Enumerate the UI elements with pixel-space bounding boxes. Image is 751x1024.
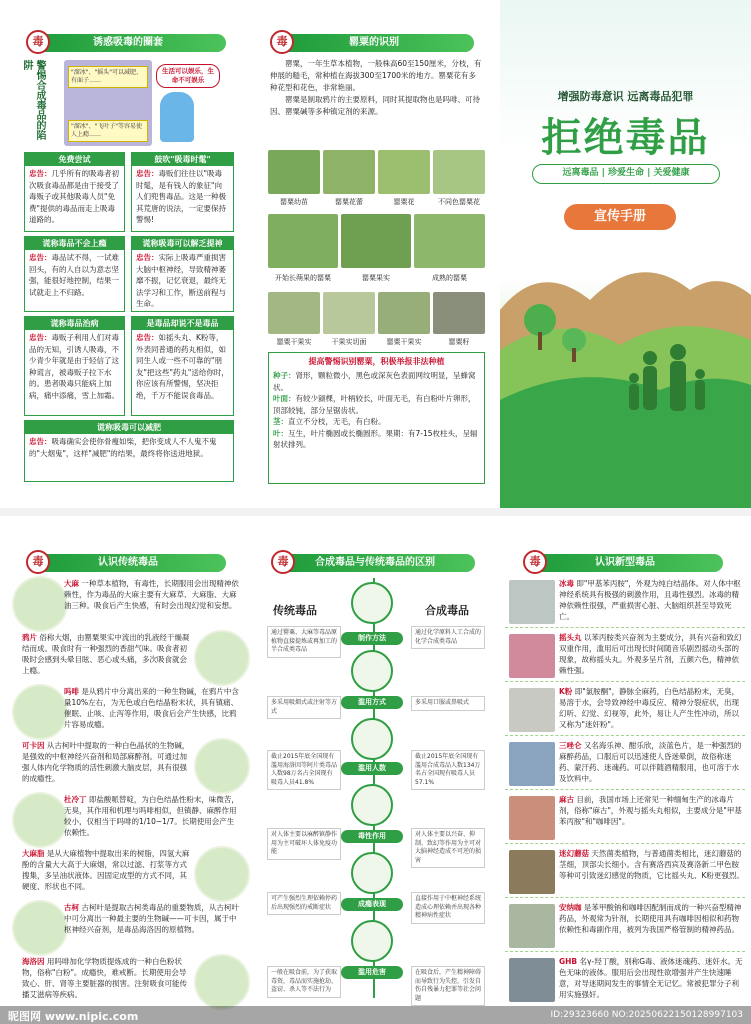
new-drug-image	[509, 580, 555, 624]
trait-text: 直立不分枝，无毛，有白粉。	[288, 417, 386, 426]
poppy-alert: 提高警惕识别罂粟，积极举报非法种植	[308, 357, 445, 366]
new-drug-name: 冰毒	[559, 579, 574, 588]
poppy-photo	[341, 214, 411, 268]
poppy-caption: 干果实切面	[331, 338, 367, 346]
lure-card	[131, 236, 234, 312]
poppy-photo	[414, 214, 485, 268]
poppy-caption: 开始长蒴果的罂粟	[275, 274, 331, 282]
compare-tag: 毒性作用	[341, 830, 403, 843]
compare-left-text: 一般在吸食前，为了获取毒资，毒品而实施抢劫、盗窃、杀人等不法行为	[267, 966, 341, 998]
new-drug-name: 安纳咖	[559, 903, 582, 912]
poppy-photo	[433, 150, 485, 194]
lure-card-text: 毒贩们往往以"吸毒时髦，是有钱人的象征"向人们兜售毒品。这是一种极其荒唐的说法，一定要保持警惕!	[136, 169, 226, 224]
compare-tag: 滥用危害	[341, 966, 403, 979]
poppy-caption: 罂粟籽	[448, 338, 470, 346]
trait-text: 肾形，颗粒微小，黑色或深灰色表面网纹明显，呈蜂窝状。	[273, 371, 476, 392]
new-drug-row	[505, 630, 745, 682]
compare-icon	[351, 920, 393, 962]
compare-icon	[351, 582, 393, 624]
compare-left-text: 通过罂粟、大麻等毒品原植物直接提炼或再加工的半合成类毒品	[267, 626, 341, 658]
drug-name: 杜冷丁	[64, 795, 87, 804]
traditional-header-text: 认识传统毒品	[98, 557, 158, 568]
poppy-photo	[268, 150, 320, 194]
lure-card-title: 谎称吸毒可以解乏提神	[132, 237, 233, 250]
bubble-red: 生活可以娱乐，生命不可娱乐	[156, 64, 220, 88]
lure-card	[131, 152, 234, 232]
anti-drug-logo-icon: 毒	[270, 30, 294, 54]
compare-right-text: 多采用口服或鼻吸式	[411, 696, 485, 711]
lure-card-label: 忠告：	[136, 253, 159, 262]
compare-icon	[351, 784, 393, 826]
lure-card-label: 忠告：	[29, 253, 52, 262]
compare-right-text: 在吸食后，产生精神障碍而导致行为失控，引发自伤自残暴力犯罪等社会问题	[411, 966, 485, 1006]
lure-card	[24, 236, 125, 312]
drug-image	[194, 738, 250, 794]
cover-landscape	[500, 240, 751, 508]
poppy-photo	[433, 292, 485, 334]
drug-image	[12, 576, 68, 632]
drug-text: 从古柯叶中提取的一种白色晶状的生物碱，是强效的中枢神经兴奋剂和局部麻醉剂。可通过加强人体内化学物质的活性刺激大脑皮层，具有很强的成瘾性。	[22, 741, 190, 783]
anti-drug-logo-icon: 毒	[26, 30, 50, 54]
compare-icon	[351, 718, 393, 760]
compare-left-text: 可产生强烈生理依赖停药后出现强烈的戒断症状	[267, 892, 341, 915]
drug-row	[0, 954, 240, 1008]
lure-card-text: 实际上吸毒严重损害大脑中枢神经，导致精神萎靡不振，记忆衰退，最终无法学习和工作，断送前程与生命。	[136, 253, 226, 308]
drug-row	[0, 738, 240, 792]
trait-name: 叶：	[273, 428, 288, 438]
traditional-panel	[0, 516, 250, 1024]
drug-name: 大麻	[64, 579, 79, 588]
drug-row	[0, 846, 240, 900]
poppy-photo	[268, 292, 320, 334]
new-drug-row	[505, 576, 745, 628]
lure-card-label: 忠告：	[29, 333, 52, 342]
new-drug-image	[509, 688, 555, 732]
new-drug-text: 即"氯胺酮"，静脉全麻药，白色结晶粉末，无臭，易溶于水，会导致神经中毒反应、精神分裂症状，出现幻听、幻觉、幻视等，此外，易让人产生性冲动，所以又称为"迷奸粉"。	[559, 687, 740, 729]
lure-section-header	[30, 34, 226, 52]
new-drug-text: 即"甲基苯丙胺"，外观为纯白结晶体。对人体中枢神经系统具有极强的刺激作用，且毒性强烈。冰毒的精神依赖性很强，严重损害心脏、大脑组织甚至导致死亡。	[559, 579, 741, 621]
lure-vertical-title: 警惕合成毒品的陷阱	[21, 60, 45, 140]
new-drug-text: 又名海乐神、酣乐欣，淡蓝色片，是一种强烈的麻醉药品，口服后可以迅速使人昏迷晕倒，故俗称迷药、蒙汗药、迷魂药。可以伴随酒精服用，也可溶于水及饮料中。	[559, 741, 742, 783]
new-drugs-section-header	[527, 554, 723, 572]
new-drug-name: 迷幻蘑菇	[559, 849, 589, 858]
bubble-bottom: "溜冰"、"飞叶子"等容易使人上瘾……	[68, 120, 148, 142]
cover-title: 拒绝毒品	[541, 115, 710, 161]
drug-image	[12, 900, 68, 956]
poppy-caption: 罂粟干果实	[386, 338, 422, 346]
poppy-caption: 罂粟花蕾	[335, 198, 363, 206]
trait-name: 叶面：	[273, 394, 296, 403]
compare-section-header	[275, 554, 475, 572]
poppy-section-header	[274, 34, 474, 52]
lure-card-text: 吸毒确实会使你骨瘦如柴，把你变成人不人鬼不鬼的"大烟鬼"，这样"减肥"的结果，最终将你送进地狱。	[29, 437, 217, 458]
compare-left-title: 传统毒品	[273, 604, 317, 617]
compare-right-text: 截止2015年底全国现有滥用合成毒品人数134万名占全国现有吸毒人员57.1%	[411, 750, 485, 790]
poppy-intro-p2: 罂粟是制取鸦片的主要原料，同时其提取物也是吗啡、可待因、罂粟碱等多种镇定剂的来源。	[270, 95, 480, 116]
new-drug-text: 天然菌类植物，与普通菌类相比，迷幻蘑菇的茎细，顶部尖长细小。含有赛洛西宾及赛洛新二甲色胺等种可引致迷幻感觉的物质，它比摇头丸、K粉更强烈。	[559, 849, 744, 880]
lure-card	[24, 420, 234, 482]
new-drug-text: 名γ-羟丁酸，别称G毒、液体迷魂药、迷奸水。无色无味的液体。服用后会出现性欲增强并产生快速睡意，对导迷期间发生的事情全无记忆。常被犯罪分子利用实施强奸。	[559, 957, 743, 999]
sheet-gap	[0, 508, 751, 516]
compare-icon	[351, 852, 393, 894]
new-drug-image	[509, 634, 555, 678]
compare-panel	[255, 516, 495, 1024]
drug-row	[0, 576, 240, 630]
drug-row	[0, 900, 240, 954]
cover-slogan: 增强防毒意识 远离毒品犯罪	[557, 90, 694, 103]
compare-tag: 制作方法	[341, 632, 403, 645]
lure-card-title: 谎称毒品不会上瘾	[25, 237, 124, 250]
drug-text: 用吗啡加化学物质提炼成的一种白色粉状物，俗称"白粉"。成瘾快，难戒断。长期使用会导致心、肝、肾等主要脏器的损害。注射吸食可能传播艾滋病等疾病。	[22, 957, 187, 999]
lure-card-label: 忠告：	[136, 169, 159, 178]
anti-drug-logo-icon: 毒	[271, 550, 295, 574]
drug-row	[0, 630, 240, 684]
tree-icon	[524, 304, 556, 336]
compare-right-text: 直接作用于中枢神经系统造成心理依赖并出现各种精神病性症状	[411, 892, 485, 924]
drug-image	[194, 846, 250, 902]
drug-name: 鸦片	[22, 633, 37, 642]
new-drug-name: 摇头丸	[559, 633, 582, 642]
lure-card-text: 毒贩子利用人们对毒品的无知，引诱人吸毒，不少青少年就是由于轻信了这种谎言，被毒贩子拉下水的。患者吸毒只能病上加病，痛中添痛，雪上加霜。	[29, 333, 119, 400]
lure-card-title: 鼓吹"吸毒时髦"	[132, 153, 233, 166]
compare-tag: 滥用方式	[341, 696, 403, 709]
poppy-photo	[323, 150, 375, 194]
lure-card-label: 忠告：	[136, 333, 159, 342]
new-drug-row	[505, 792, 745, 844]
drug-name: 古柯	[64, 903, 79, 912]
lure-illustration	[21, 60, 234, 146]
new-drug-name: 麻古	[559, 795, 574, 804]
drug-row	[0, 792, 240, 846]
new-drug-row	[505, 900, 745, 952]
drug-name: 吗啡	[64, 687, 79, 696]
new-drugs-header-text: 认识新型毒品	[595, 557, 655, 568]
tree-trunk	[572, 348, 576, 362]
compare-left-text: 对人体主要以麻醉镇静作用为主可破坏人体免疫功能	[267, 828, 341, 860]
new-drug-text: 以苯丙胺类兴奋剂为主要成分，具有兴奋和致幻双重作用，滥用后可出现长时间随音乐剧烈摇动头部的现象，故称摇头丸。外观多呈片剂，五颜六色，精神依赖性强。	[559, 633, 742, 675]
lure-card-title: 谎称吸毒可以减肥	[25, 421, 233, 434]
drug-text: 古柯叶是提取古柯类毒品的重要物质，从古柯叶中可分离出一种最主要的生物碱——可卡因，属于中枢神经兴奋剂，是毒品海洛因的原植物。	[64, 903, 239, 934]
compare-right-text: 对人体主要以兴奋、抑制、致幻等作用为主可对大脑神经造成不可逆的损害	[411, 828, 485, 868]
poppy-caption: 罂粟果实	[362, 274, 390, 282]
cover-panel	[500, 0, 751, 508]
poppy-caption: 罂粟幼苗	[280, 198, 308, 206]
drug-image	[12, 684, 68, 740]
brochure-inside	[0, 516, 751, 1024]
child-illustration	[160, 92, 194, 142]
lure-card	[24, 152, 125, 232]
drug-row	[0, 684, 240, 738]
poppy-traits-box	[268, 352, 485, 484]
poppy-photo	[323, 292, 375, 334]
compare-right-text: 通过化学原料人工合成的化学合成类毒品	[411, 626, 485, 649]
new-drug-image	[509, 958, 555, 1002]
trait-text: 有较少颍棵，叶柄较长，叶面无毛，有白粉叶片卵形，顶部较钝，部分呈锯齿状。	[273, 394, 476, 415]
drug-text: 俗称大烟，由罂粟果实中流出的乳液经干燥凝结而成。吸食时有一种强烈的香甜气味。吸食者初吸时会感到头晕目眩、恶心或头痛，多次吸食就会上瘾。	[22, 633, 190, 675]
lure-card-title: 是毒品却说不是毒品	[132, 317, 233, 330]
compare-right-title: 合成毒品	[425, 604, 469, 617]
new-drug-row	[505, 846, 745, 898]
watermark-left: 昵图网 www.nipic.com	[8, 1010, 139, 1023]
poppy-caption: 罂粟花	[393, 198, 415, 206]
field-shape	[500, 377, 751, 508]
tree-trunk	[538, 332, 542, 350]
compare-header-text: 合成毒品与传统毒品的区别	[315, 557, 435, 568]
new-drug-name: 三唑仑	[559, 741, 582, 750]
lure-header-text: 诱惑吸毒的圈套	[93, 37, 163, 48]
lure-card-text: 几乎所有的吸毒者初次吸食毒品都是由于接受了毒贩子或其他吸毒人员"免费"提供的毒品而走上吸毒道路的。	[29, 169, 119, 224]
lure-card	[24, 316, 125, 416]
cover-tag: 宣传手册	[564, 204, 676, 230]
drug-text: 是从鸦片中分离出来的一种生物碱，在鸦片中含量10%左右，为无色或白色结晶粉末状，具有镇痛、催眠、止咳、止泻等作用，吸食后会产生快感，比鸦片容易成瘾。	[64, 687, 239, 729]
compare-left-text: 截止2015年底全国现有滥用海洛因等阿片类毒品人数98万名占全国现有吸毒人员41.8%	[267, 750, 341, 790]
bubble-top: "溜冰"、"摇头"可以减肥、有面子……	[68, 66, 148, 88]
trait-name: 种子：	[273, 371, 296, 380]
compare-left-text: 多采用吸烟式或注射等方式	[267, 696, 341, 719]
lure-card-title: 谎称毒品治病	[25, 317, 124, 330]
poppy-photo	[378, 150, 430, 194]
lure-card-label: 忠告：	[29, 437, 52, 446]
new-drug-text: 目前，我国市场上还常见一种缅甸生产的冰毒片剂，俗称"麻古"，外观与摇头丸相似，主要成分是"甲基苯丙胺"和"咖啡因"。	[559, 795, 742, 826]
drug-name: 海洛因	[22, 957, 45, 966]
anti-drug-logo-icon: 毒	[523, 550, 547, 574]
poppy-caption: 罂粟干果实	[276, 338, 312, 346]
drug-text: 一种草本植物，有毒性，长期服用会出现精神依赖性，作为毒品的大麻主要有大麻草、大麻脂、大麻油三种。吸食后产生快感，有时会出现幻觉和妄想。	[64, 579, 239, 610]
new-drug-row	[505, 738, 745, 790]
compare-icon	[351, 650, 393, 692]
poppy-photo	[268, 214, 338, 268]
new-drug-image	[509, 904, 555, 948]
new-drug-row	[505, 684, 745, 736]
drug-image	[194, 630, 250, 686]
new-drug-text: 是苯甲酸钠和咖啡因配制而成的一种兴奋型精神药品，外观常为针剂，长期使用具有咖啡因相似和药物依赖性和毒副作用，被列为我国严格管制的精神药品。	[559, 903, 742, 934]
watermark-right: ID:29323660 NO:20250622150128997103	[550, 1010, 743, 1020]
anti-drug-logo-icon: 毒	[26, 550, 50, 574]
new-drug-name: GHB	[559, 957, 578, 966]
watermark-bar	[0, 1006, 751, 1024]
new-drug-image	[509, 742, 555, 786]
lure-card-title: 免费尝试	[25, 153, 124, 166]
new-drug-image	[509, 796, 555, 840]
brochure-outside	[0, 0, 751, 508]
drug-name: 可卡因	[22, 741, 45, 750]
lure-panel	[0, 0, 250, 508]
cover-subtitle: 远离毒品 | 珍爱生命 | 关爱健康	[532, 164, 720, 184]
drug-image	[12, 792, 68, 848]
drug-image	[194, 954, 250, 1010]
lure-card-text: 如摇头丸、K粉等，外表同普通的药丸相似，如同生人或一些不可靠的"朋友"把这些"药丸"送给你时，你应该有所警惕，坚决拒绝，千万不能误食毒品。	[136, 333, 229, 400]
compare-tag: 成瘾表现	[341, 898, 403, 911]
poppy-panel	[250, 0, 500, 508]
drug-text: 即盐酸哌替啶，为白色结晶性粉末，味微苦，无臭，其作用和机理与吗啡相似，但镇静、麻醉作用较小，仅相当于吗啡的1/10~1/7。长期使用会产生依赖性。	[64, 795, 239, 837]
lure-card-label: 忠告：	[29, 169, 52, 178]
trait-name: 茎：	[273, 417, 288, 426]
poppy-intro-p1: 罂粟，一年生草本植物，一般株高60至150厘米，分枝，有伸展的糙毛，常种植在海拔300至1700米的地方。罂粟花有多种花型和花色，非常艳丽。	[270, 59, 482, 92]
lure-card	[131, 316, 234, 416]
new-drugs-panel	[505, 516, 751, 1024]
trait-text: 互生，叶片椭圆或长椭圆形。果期：有7-15枚柱头，呈辐射状排列。	[273, 428, 478, 449]
drug-name: 大麻脂	[22, 849, 45, 858]
new-drug-image	[509, 850, 555, 894]
new-drug-row	[505, 954, 745, 1006]
poppy-photo	[378, 292, 430, 334]
poppy-header-text: 罂粟的识别	[349, 37, 399, 48]
new-drug-name: K粉	[559, 687, 573, 696]
lure-card-text: 毒品试不得，一试难回头，有的人自以为意志坚强，能很好地控制，结果一试就走上不归路。	[29, 253, 119, 297]
poppy-caption: 不同色罂粟花	[438, 198, 480, 206]
drug-text: 是从大麻植物中提取出来的树脂，四氢大麻酚的含量大大高于大麻烟，常以过滤、打浆等方式搜集，多呈油状液体。因固定成型的方式不同，其硬度、形状也不同。	[22, 849, 190, 891]
compare-tag: 滥用人数	[341, 762, 403, 775]
poppy-intro	[270, 58, 482, 118]
traditional-section-header	[30, 554, 226, 572]
poppy-caption: 成熟的罂粟	[432, 274, 467, 282]
